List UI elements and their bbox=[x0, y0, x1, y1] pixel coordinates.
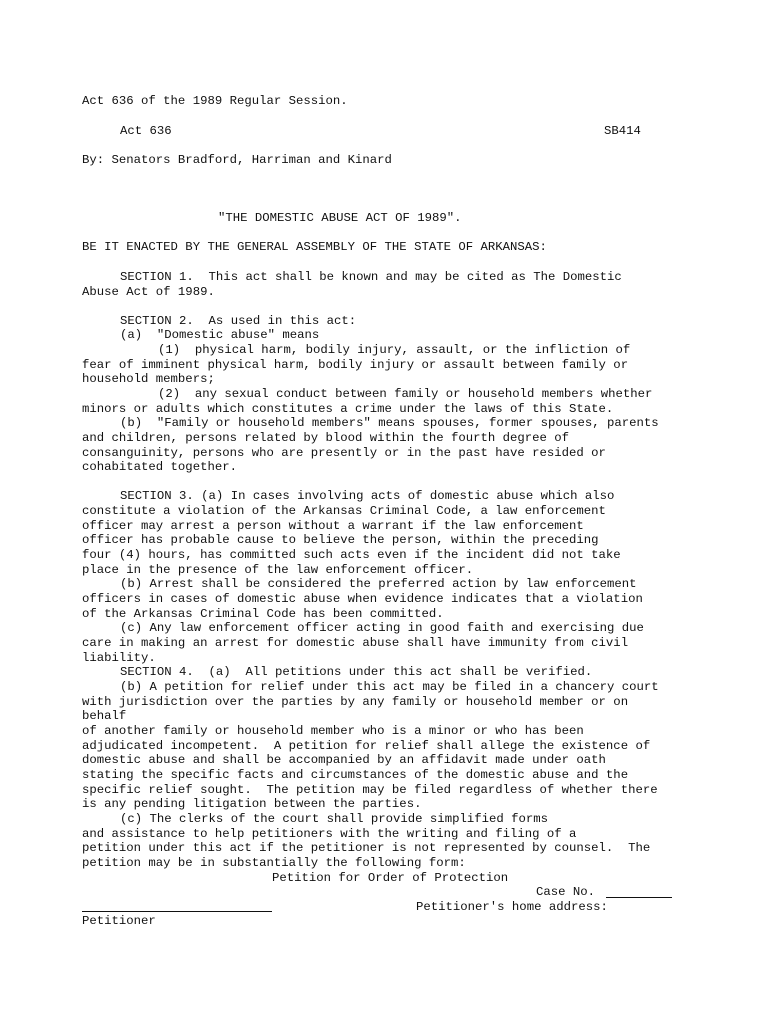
section-3-line: constitute a violation of the Arkansas Criminal Code, a law enforcement bbox=[82, 504, 606, 518]
section-2-line: and children, persons related by blood within the fourth degree of bbox=[82, 431, 570, 445]
case-number-label: Case No. bbox=[536, 885, 596, 899]
section-2-line: (b) "Family or household members" means spouses, former spouses, parents bbox=[120, 416, 659, 430]
section-3-line: care in making an arrest for domestic abuse shall have immunity from civil bbox=[82, 636, 629, 650]
section-4-line: behalf bbox=[82, 709, 127, 723]
section-4-line: is any pending litigation between the parties. bbox=[82, 797, 422, 811]
home-address-label: Petitioner's home address: bbox=[416, 900, 608, 914]
section-4-line: (b) A petition for relief under this act may be filed in a chancery court bbox=[120, 680, 659, 694]
section-3-line: officer may arrest a person without a warrant if the law enforcement bbox=[82, 519, 584, 533]
section-3-line: SECTION 3. (a) In cases involving acts of domestic abuse which also bbox=[120, 489, 615, 503]
section-2-line: (1) physical harm, bodily injury, assault, or the infliction of bbox=[158, 343, 631, 357]
section-3-line: of the Arkansas Criminal Code has been committed. bbox=[82, 607, 444, 621]
bill-number: SB414 bbox=[604, 124, 641, 138]
section-3-line: officers in cases of domestic abuse when evidence indicates that a violation bbox=[82, 592, 643, 606]
section-4-line: domestic abuse and shall be accompanied by an affidavit made under oath bbox=[82, 753, 606, 767]
section-4-line: specific relief sought. The petition may be filed regardless of whether there bbox=[82, 783, 658, 797]
section-4-line: petition under this act if the petitioner is not represented by counsel. The bbox=[82, 841, 651, 855]
section-3-line: (c) Any law enforcement officer acting in good faith and exercising due bbox=[120, 621, 644, 635]
enacting-clause: BE IT ENACTED BY THE GENERAL ASSEMBLY OF THE STATE OF ARKANSAS: bbox=[82, 240, 547, 254]
session-line: Act 636 of the 1989 Regular Session. bbox=[82, 94, 348, 108]
section-3-line: officer has probable cause to believe the person, within the preceding bbox=[82, 533, 599, 547]
petitioner-signature-blank bbox=[82, 911, 272, 912]
section-4-line: SECTION 4. (a) All petitions under this act shall be verified. bbox=[120, 665, 593, 679]
section-4-line: petition may be in substantially the following form: bbox=[82, 856, 466, 870]
form-heading: Petition for Order of Protection bbox=[272, 871, 509, 885]
section-4-line: stating the specific facts and circumstances of the domestic abuse and the bbox=[82, 768, 629, 782]
section-2-line: (a) "Domestic abuse" means bbox=[120, 328, 320, 342]
section-2-line: minors or adults which constitutes a crime under the laws of this State. bbox=[82, 402, 614, 416]
petitioner-label: Petitioner bbox=[82, 914, 156, 928]
section-2-line: household members; bbox=[82, 372, 215, 386]
section-3-line: place in the presence of the law enforcement officer. bbox=[82, 563, 474, 577]
section-1-line: SECTION 1. This act shall be known and may be cited as The Domestic bbox=[120, 270, 622, 284]
section-4-line: with jurisdiction over the parties by any family or household member or on bbox=[82, 695, 629, 709]
section-3-line: four (4) hours, has committed such acts even if the incident did not take bbox=[82, 548, 621, 562]
act-number: Act 636 bbox=[120, 124, 172, 138]
section-4-line: adjudicated incompetent. A petition for relief shall allege the existence of bbox=[82, 739, 651, 753]
section-4-line: (c) The clerks of the court shall provide simplified forms bbox=[120, 812, 549, 826]
section-2-line: consanguinity, persons who are presently or in the past have resided or bbox=[82, 446, 606, 460]
section-4-line: of another family or household member who is a minor or who has been bbox=[82, 724, 584, 738]
section-4-line: and assistance to help petitioners with the writing and filing of a bbox=[82, 827, 577, 841]
section-3-line: (b) Arrest shall be considered the preferred action by law enforcement bbox=[120, 577, 637, 591]
section-3-line: liability. bbox=[82, 651, 156, 665]
section-2-line: (2) any sexual conduct between family or household members whether bbox=[158, 387, 653, 401]
act-title: "THE DOMESTIC ABUSE ACT OF 1989". bbox=[218, 211, 462, 225]
section-2-line: fear of imminent physical harm, bodily injury or assault between family or bbox=[82, 358, 629, 372]
case-number-blank bbox=[606, 897, 672, 898]
section-2-line: SECTION 2. As used in this act: bbox=[120, 314, 357, 328]
sponsors-line: By: Senators Bradford, Harriman and Kinard bbox=[82, 153, 392, 167]
section-2-line: cohabitated together. bbox=[82, 460, 237, 474]
section-1-line: Abuse Act of 1989. bbox=[82, 285, 215, 299]
